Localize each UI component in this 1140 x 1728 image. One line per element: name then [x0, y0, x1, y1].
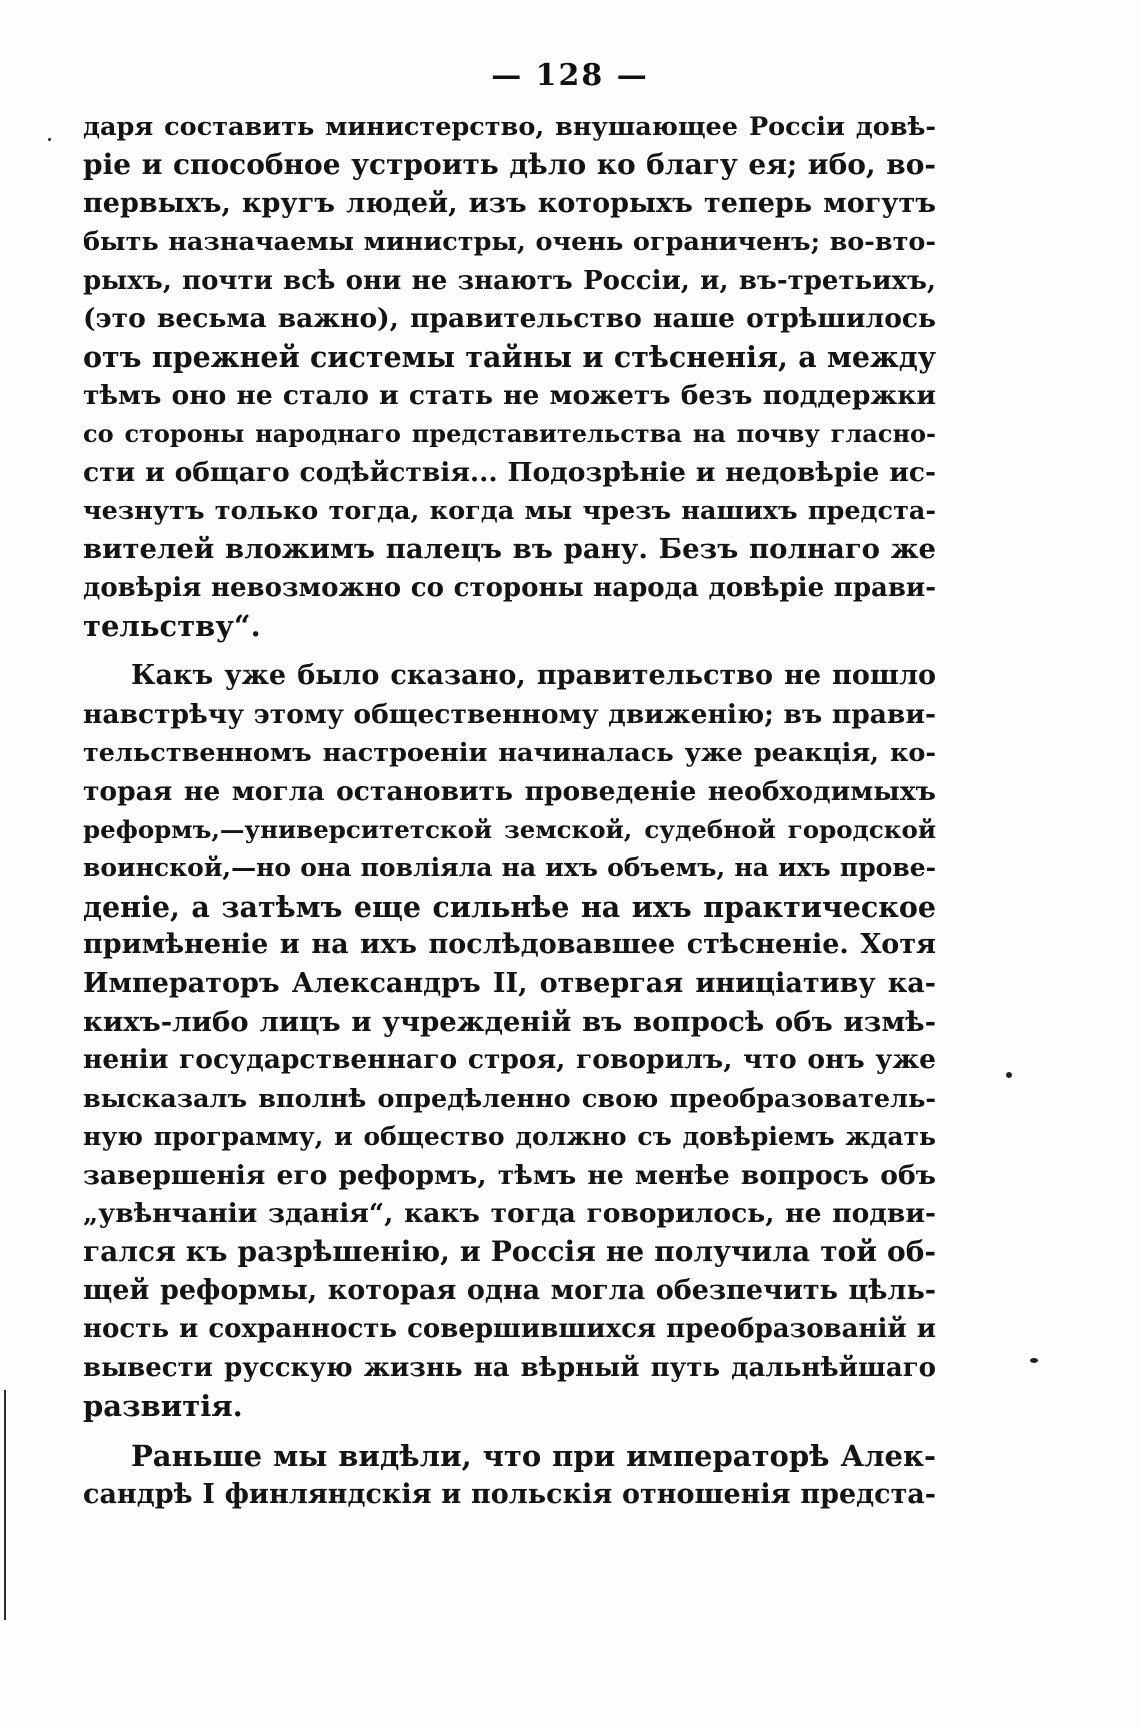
text-line: завершенія его реформъ, тѣмъ не менѣе вопросъ объ [83, 1159, 936, 1191]
text-line: со стороны народнаго представительства на почву гласно- [83, 419, 936, 449]
text-line: реформъ,—университетской земской, судебной городской [83, 815, 936, 845]
text-line: вывести русскую жизнь на вѣрный путь дальнѣйшаго [83, 1352, 936, 1383]
text-line: быть назначаемы министры, очень ограниченъ; во-вто- [83, 227, 936, 258]
text-line: Императоръ Александръ II, отвергая иниціативу ка- [83, 967, 936, 999]
text-line: торая не могла остановить проведеніе необходимыхъ [83, 775, 936, 807]
text-line: первыхъ, кругъ людей, изъ которыхъ теперь могутъ [83, 187, 936, 219]
text-line: деніе, а затѣмъ еще сильнѣе на ихъ практическое [83, 889, 936, 924]
text-line: неніи государственнаго строя, говорилъ, что онъ уже [83, 1044, 936, 1076]
text-line: Какъ уже было сказано, правительство не пошло [131, 660, 936, 692]
text-line: „увѣнчаніи зданія“, какъ тогда говорилось, не подви- [83, 1197, 936, 1229]
text-line: рыхъ, почти всѣ они не знаютъ Россіи, и, въ-третьихъ, [83, 265, 936, 296]
text-line: гался къ разрѣшенію, и Россія не получила той об- [83, 1235, 936, 1269]
paragraph-gap [83, 1425, 936, 1437]
text-line: высказалъ вполнѣ опредѣленно свою преобразователь- [83, 1083, 936, 1114]
text-line: сти и общаго содѣйствія... Подозрѣніе и недовѣріе ис- [83, 456, 936, 488]
text-line: тельственномъ настроеніи начиналась уже реакція, ко- [83, 738, 936, 769]
scan-speck [48, 138, 51, 141]
text-line: навстрѣчу этому общественному движенію; въ прави- [83, 698, 936, 730]
text-line: воинской,—но она повліяла на ихъ объемъ, на ихъ прове- [83, 853, 936, 883]
paragraph-gap [83, 645, 936, 657]
scan-edge-mark [4, 1390, 6, 1620]
body-text [83, 108, 936, 1514]
text-line: (это весьма важно), правительство наше отрѣшилось [83, 302, 936, 334]
scan-speck [1030, 1358, 1038, 1363]
text-line: ность и сохранность совершившихся преобразованій и [83, 1314, 936, 1345]
page-number: — 128 — [491, 58, 649, 93]
text-line: вителей вложимъ палецъ въ рану. Безъ полнаго же [83, 533, 936, 566]
text-line: чезнутъ только тогда, когда мы чрезъ нашихъ предста- [83, 495, 936, 526]
text-line: развитія. [83, 1388, 243, 1423]
text-line: ную программу, и общество должно съ довѣріемъ ждать [83, 1122, 936, 1152]
text-line: щей реформы, которая одна могла обезпечить цѣль- [83, 1274, 936, 1306]
text-line: даря составить министерство, внушающее Россіи довѣ- [83, 112, 936, 142]
text-line: довѣрія невозможно со стороны народа довѣріе прави- [83, 572, 936, 603]
text-line: ріе и способное устроить дѣло ко благу ея; ибо, во- [83, 148, 936, 182]
text-line: Раньше мы видѣли, что при императорѣ Алек- [131, 1439, 936, 1474]
text-line: отъ прежней системы тайны и стѣсненія, а между [83, 340, 936, 375]
text-line: кихъ-либо лицъ и учрежденій въ вопросѣ объ измѣ- [83, 1005, 936, 1038]
text-line: тѣмъ оно не стало и стать не можетъ безъ поддержки [83, 379, 936, 411]
text-line: тельству“. [83, 609, 261, 644]
text-line: сандрѣ I финляндскія и польскія отношенія предста- [83, 1478, 936, 1510]
text-line: примѣненіе и на ихъ послѣдовавшее стѣсненіе. Хотя [83, 929, 936, 961]
scan-speck [1006, 1072, 1012, 1078]
